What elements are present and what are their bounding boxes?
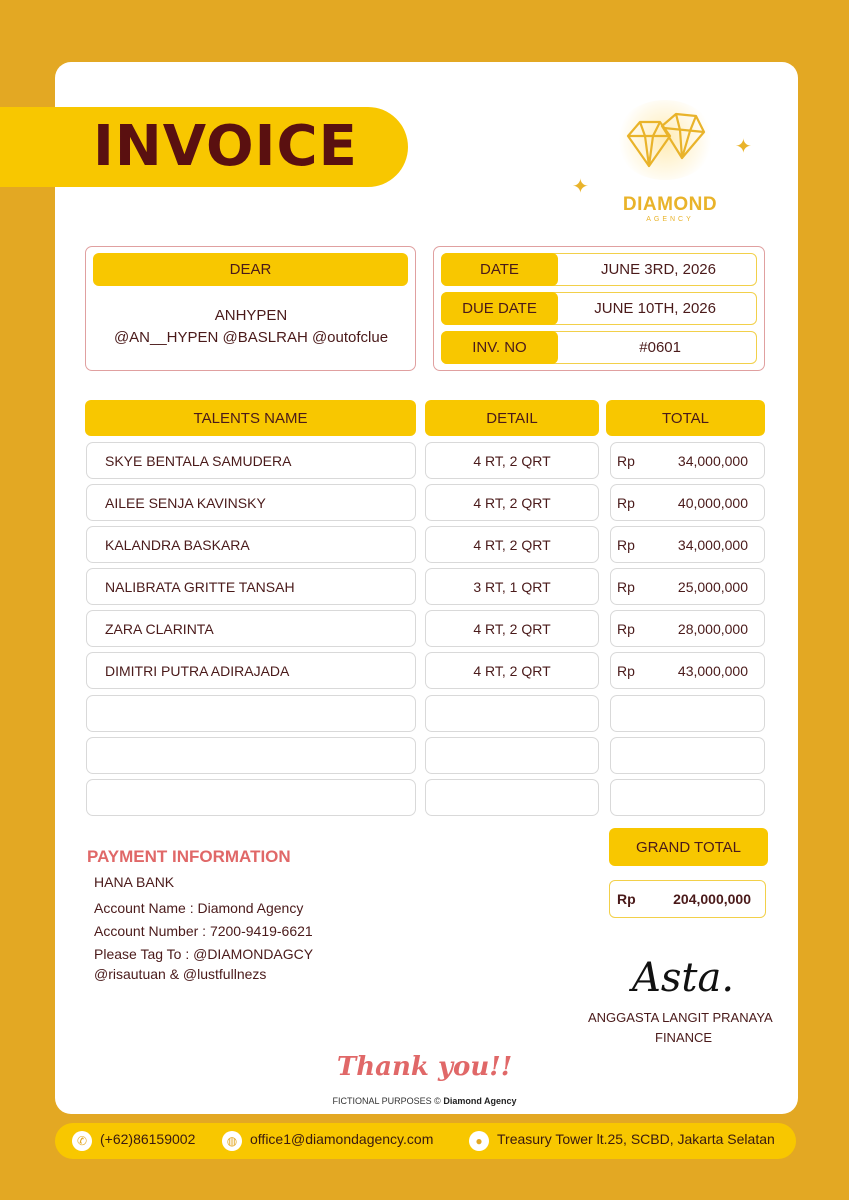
- header-talents-name: TALENTS NAME: [85, 400, 416, 436]
- row-total: [610, 737, 765, 774]
- currency-label: Rp: [617, 452, 635, 469]
- row-total-value: 43,000,000: [677, 662, 748, 679]
- row-total: [610, 779, 765, 816]
- currency-label: Rp: [617, 536, 635, 553]
- footer-email[interactable]: office1@diamondagency.com: [250, 1131, 434, 1147]
- row-total: [610, 568, 765, 605]
- footer-address: Treasury Tower lt.25, SCBD, Jakarta Selatan: [497, 1131, 775, 1147]
- footer-phone[interactable]: (+62)86159002: [100, 1131, 196, 1147]
- row-detail: [425, 779, 599, 816]
- tag-line-2: @risautuan & @lustfullnezs: [94, 966, 267, 982]
- row-total: [610, 652, 765, 689]
- location-pin-icon: ●: [469, 1131, 489, 1151]
- row-total: [610, 695, 765, 732]
- diamond-icon: [620, 108, 710, 178]
- row-name: [86, 779, 416, 816]
- client-handles: @AN__HYPEN @BASLRAH @outofclue: [113, 329, 389, 346]
- row-name: [86, 737, 416, 774]
- row-detail: 3 RT, 1 QRT: [425, 568, 599, 605]
- row-detail: [425, 737, 599, 774]
- row-name: AILEE SENJA KAVINSKY: [86, 484, 416, 521]
- row-detail: 4 RT, 2 QRT: [425, 526, 599, 563]
- globe-icon: ◍: [222, 1131, 242, 1151]
- sparkle-icon: ✦: [572, 176, 589, 198]
- row-detail: 4 RT, 2 QRT: [425, 484, 599, 521]
- row-name: [86, 695, 416, 732]
- brand-logo: [560, 100, 770, 230]
- row-total: [610, 610, 765, 647]
- payment-info-title: PAYMENT INFORMATION: [87, 847, 291, 866]
- grand-total-value-box: [609, 880, 766, 918]
- footnote-brand: Diamond Agency: [443, 1096, 517, 1106]
- row-detail: 4 RT, 2 QRT: [425, 442, 599, 479]
- signer-role: FINANCE: [655, 1030, 713, 1045]
- header-total: TOTAL: [606, 400, 765, 436]
- row-total: [610, 484, 765, 521]
- dear-label: DEAR: [93, 253, 408, 286]
- signer-name: ANGGASTA LANGIT PRANAYA: [588, 1010, 773, 1025]
- signature: Asta.: [632, 955, 735, 1001]
- grand-total-value: 204,000,000: [673, 891, 751, 907]
- row-name: ZARA CLARINTA: [86, 610, 416, 647]
- account-name: Account Name : Diamond Agency: [94, 900, 304, 916]
- row-name: NALIBRATA GRITTE TANSAH: [86, 568, 416, 605]
- row-detail: [425, 695, 599, 732]
- date-value: JUNE 3RD, 2026: [441, 253, 757, 286]
- grand-total-label: GRAND TOTAL: [609, 828, 768, 866]
- due-date-label: DUE DATE: [441, 292, 558, 325]
- due-date-value: JUNE 10TH, 2026: [441, 292, 757, 325]
- brand-subtitle: AGENCY: [646, 216, 694, 223]
- row-total-value: 34,000,000: [677, 536, 748, 553]
- currency-label: Rp: [617, 494, 635, 511]
- footnote-prefix: FICTIONAL PURPOSES ©: [332, 1096, 441, 1106]
- sparkle-icon: ✦: [735, 136, 752, 158]
- row-total-value: 25,000,000: [677, 578, 748, 595]
- invoice-number-label: INV. NO: [441, 331, 558, 364]
- client-name: ANHYPEN: [214, 307, 288, 324]
- bank-name: HANA BANK: [94, 874, 175, 890]
- tag-line-1: Please Tag To : @DIAMONDAGCY: [94, 946, 314, 962]
- thank-you-text: Thank you!!: [336, 1052, 513, 1082]
- invoice-number-value: #0601: [441, 331, 757, 364]
- row-name: KALANDRA BASKARA: [86, 526, 416, 563]
- row-total: [610, 526, 765, 563]
- currency-label: Rp: [617, 578, 635, 595]
- row-name: SKYE BENTALA SAMUDERA: [86, 442, 416, 479]
- phone-icon: ✆: [72, 1131, 92, 1151]
- currency-label: Rp: [617, 662, 635, 679]
- row-detail: 4 RT, 2 QRT: [425, 610, 599, 647]
- row-detail: 4 RT, 2 QRT: [425, 652, 599, 689]
- currency-label: Rp: [617, 620, 635, 637]
- footnote: [0, 1096, 849, 1106]
- row-total-value: 40,000,000: [677, 494, 748, 511]
- currency-label: Rp: [617, 891, 636, 907]
- header-detail: DETAIL: [425, 400, 599, 436]
- row-total-value: 28,000,000: [677, 620, 748, 637]
- brand-name: DIAMOND: [622, 194, 718, 215]
- row-total-value: 34,000,000: [677, 452, 748, 469]
- row-name: DIMITRI PUTRA ADIRAJADA: [86, 652, 416, 689]
- account-number: Account Number : 7200-9419-6621: [94, 923, 313, 939]
- invoice-title: INVOICE: [93, 114, 358, 179]
- row-total: [610, 442, 765, 479]
- date-label: DATE: [441, 253, 558, 286]
